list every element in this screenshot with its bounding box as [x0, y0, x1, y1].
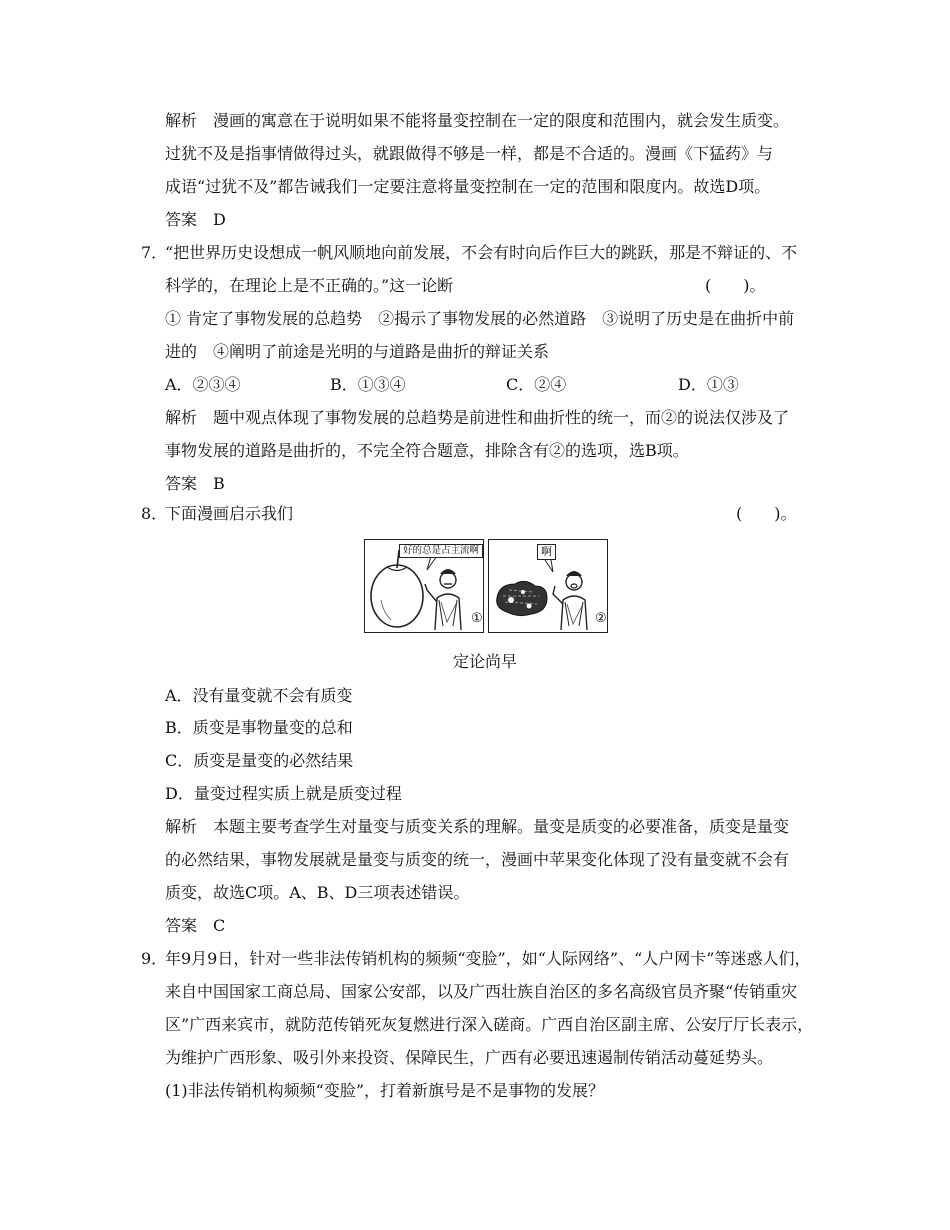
comic-caption: 定论尚早 [453, 652, 518, 671]
comic-panel-2 [488, 539, 608, 633]
q8-option-b[interactable]: B．质变是事物量变的总和 [165, 718, 353, 737]
q8-blank: ( )。 [736, 504, 797, 523]
q8-answer: 答案 C [165, 916, 226, 935]
panel-2-speech-bubble: 啊 [537, 544, 556, 560]
q7-number: 7． [141, 243, 168, 262]
comic-panel-1 [364, 539, 484, 633]
panel-1-number: ① [471, 611, 483, 626]
q7-stem-line2: 科学的，在理论上是不正确的。”这一论断 [165, 276, 454, 295]
q8-option-c[interactable]: C．质变是量变的必然结果 [165, 751, 354, 770]
q8-option-d[interactable]: D．量变过程实质上就是质变过程 [165, 784, 402, 803]
q7-stem-line1: “把世界历史设想成一帆风顺地向前发展，不会有时向后作巨大的跳跃，那是不辩证的、不 [165, 243, 798, 262]
q7-analysis-line2: 事物发展的道路是曲折的，不完全符合题意，排除含有②的选项，选B项。 [165, 441, 689, 460]
q9-stem-line4: 为维护广西形象、吸引外来投资、保障民生，广西有必要迅速遏制传销活动蔓延势头。 [165, 1048, 774, 1067]
q6-analysis-line1: 解析 漫画的寓意在于说明如果不能将量变控制在一定的限度和范围内，就会发生质变。 [165, 111, 790, 130]
panel-1-speech-bubble: 好的总是占主流啊 [399, 544, 483, 558]
q7-option-b[interactable]: B．①③④ [330, 375, 406, 394]
q9-stem-line2: 来自中国国家工商总局、国家公安部，以及广西壮族自治区的多名高级官员齐聚“传销重灾 [165, 982, 798, 1001]
q8-analysis-line3: 质变，故选C项。A、B、D三项表述错误。 [165, 883, 470, 902]
q7-option-c[interactable]: C．②④ [506, 375, 567, 394]
q9-number: 9． [141, 949, 168, 968]
analysis-label: 解析 [165, 111, 198, 130]
q7-blank: ( )。 [705, 276, 766, 295]
q6-analysis-line2: 过犹不及是指事情做得过头，就跟做得不够是一样，都是不合适的。漫画《下猛药》与 [165, 144, 774, 163]
panel-2-number: ② [595, 611, 607, 626]
q8-stem: 下面漫画启示我们 [165, 504, 294, 523]
q7-option-d[interactable]: D．①③ [678, 375, 739, 394]
q7-answer: 答案 B [165, 474, 225, 493]
q7-statements-line1: ① 肯定了事物发展的总趋势 ②揭示了事物发展的必然道路 ③说明了历史是在曲折中前 [165, 309, 795, 328]
q9-stem-line1: 年9月9日，针对一些非法传销机构的频频“变脸”，如“人际网络”、“人户网卡”等迷惑人们， [165, 949, 811, 968]
q7-analysis-line1: 解析 题中观点体现了事物发展的总趋势是前进性和曲折性的统一，而②的说法仅涉及了 [165, 408, 790, 427]
q7-statements-line2: 进的 ④阐明了前途是光明的与道路是曲折的辩证关系 [165, 342, 550, 361]
q7-option-a[interactable]: A．②③④ [165, 375, 241, 394]
q8-analysis-line2: 的必然结果，事物发展就是量变与质变的统一，漫画中苹果变化体现了没有量变就不会有 [165, 850, 790, 869]
q9-stem-line3: 区”广西来宾市，就防范传销死灰复燃进行深入磋商。广西自治区副主席、公安厅厅长表示， [165, 1015, 814, 1034]
q6-analysis-line3: 成语“过犹不及”都告诫我们一定要注意将量变控制在一定的范围和限度内。故选D项。 [165, 177, 771, 196]
q9-sub-question-1: (1)非法传销机构频频“变脸”，打着新旗号是不是事物的发展？ [165, 1081, 605, 1100]
q8-number: 8． [141, 504, 168, 523]
q8-analysis-line1: 解析 本题主要考查学生对量变与质变关系的理解。量变是质变的必要准备，质变是量变 [165, 817, 790, 836]
q6-answer: 答案 D [165, 210, 226, 229]
comic-figure [364, 539, 612, 635]
q8-option-a[interactable]: A．没有量变就不会有质变 [165, 686, 353, 705]
